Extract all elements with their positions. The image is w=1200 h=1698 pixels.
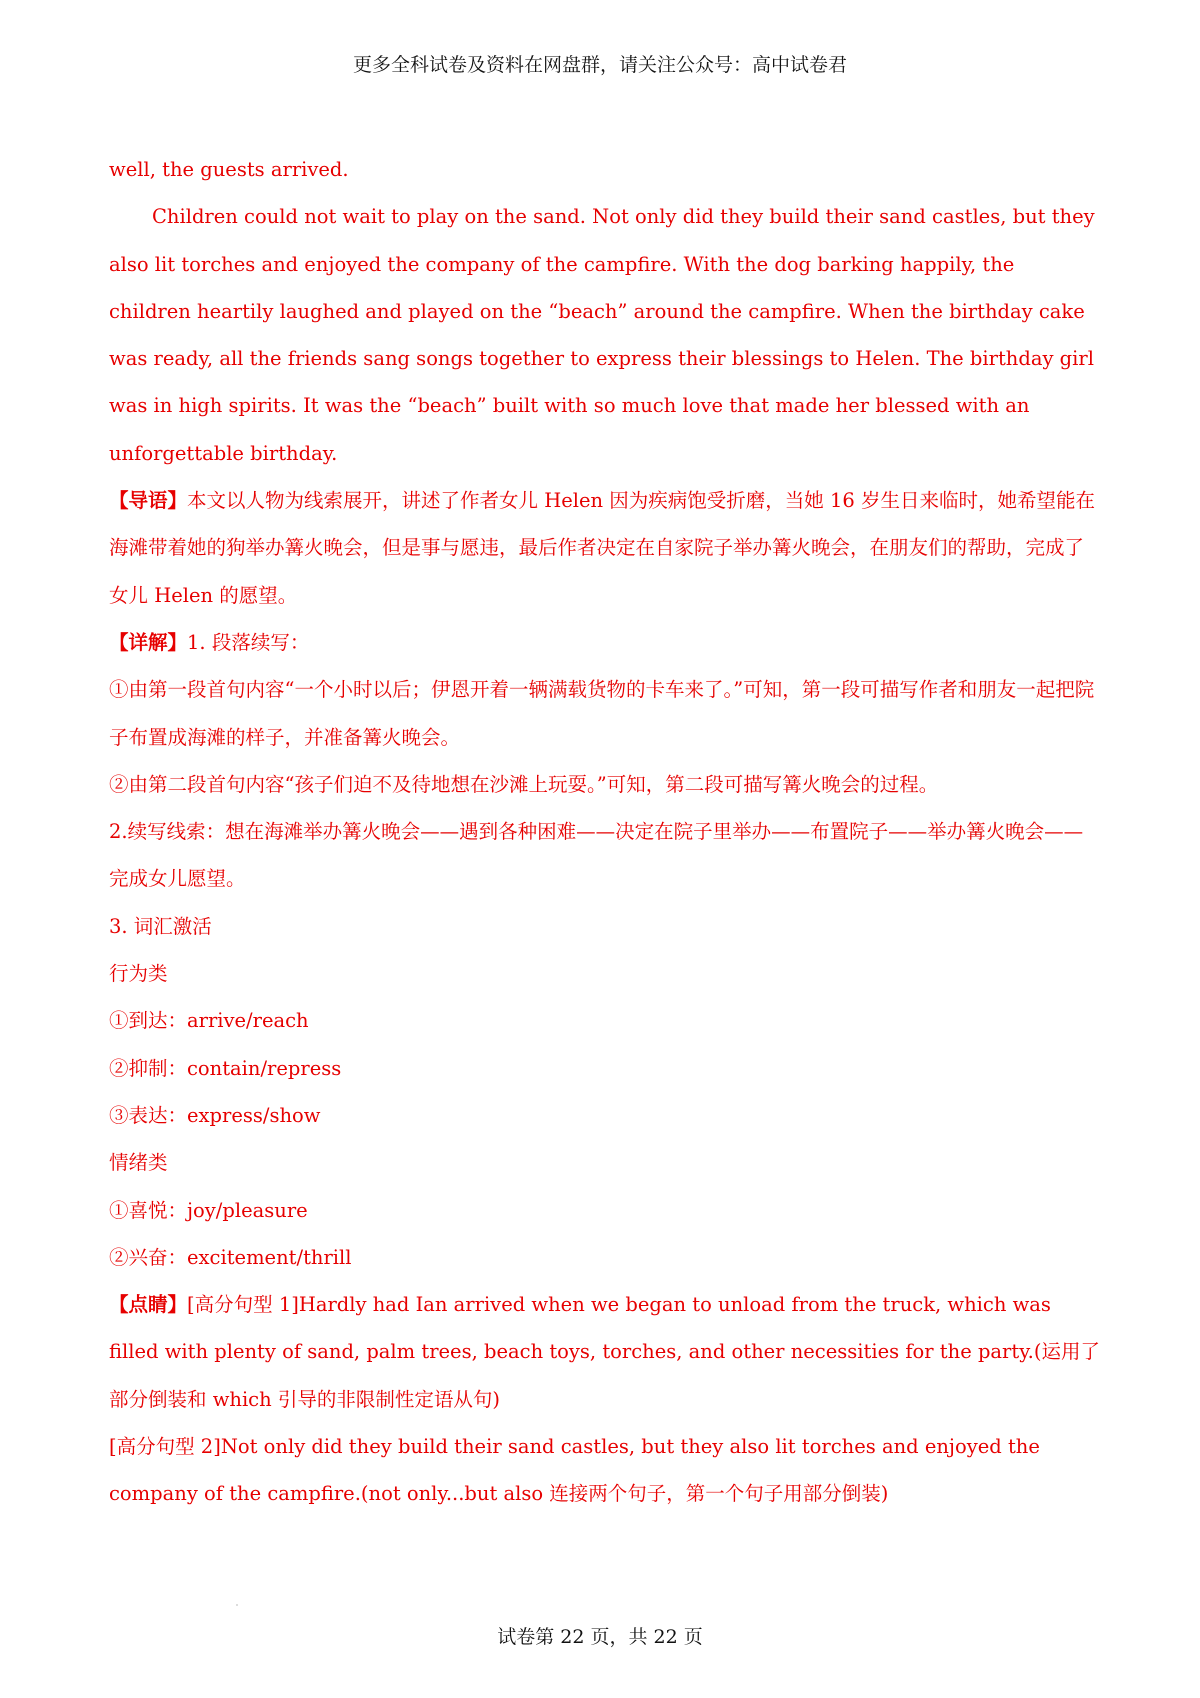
page-footer: 试卷第 22 页，共 22 页 xyxy=(497,1626,703,1648)
emotion-title: 情绪类 xyxy=(109,1151,168,1175)
highlight-section xyxy=(109,1281,1101,1423)
action-item-1: ①到达：arrive/reach xyxy=(109,1009,309,1033)
detail-label: 【详解】 xyxy=(109,630,188,654)
guide-label: 【导语】 xyxy=(109,489,188,513)
highlight-sentence-1: [高分句型 1]Hardly had Ian arrived when we began to unload from the truck, which was filled with plenty of sand, palm trees, beach toys, torches, and other necessities for the party.(运用了部分倒装和 which 引导的非限制性定语从句) xyxy=(109,1293,1100,1411)
detail-item-1: ①由第一段首句内容“一个小时以后；伊恩开着一辆满载货物的卡车来了。”可知，第一段可描写作者和朋友一起把院子布置成海滩的样子，并准备篝火晚会。 xyxy=(109,678,1095,749)
paragraph-two: Children could not wait to play on the sand. Not only did they build their sand castles, but they also lit torches and enjoyed the company of the campfire. With the dog barking happily, the children heartily laughed and played on the “beach” around the campfire. When the birthday cake was ready, all the friends sang songs together to express their blessings to Helen. The birthday girl was in high spirits. It was the “beach” built with so much love that made her blessed with an unforgettable birthday. xyxy=(109,205,1095,465)
vocab-title: 3. 词汇激活 xyxy=(109,914,212,938)
guide-text: 本文以人物为线索展开，讲述了作者女儿 Helen 因为疾病饱受折磨，当她 16 岁生日来临时，她希望能在海滩带着她的狗举办篝火晚会，但是事与愿违，最后作者决定在自家院子举办篝火晚会，在朋友们的帮助，完成了女儿 Helen 的愿望。 xyxy=(109,489,1096,607)
stray-mark xyxy=(236,1604,238,1606)
highlight-sentence-2: [高分句型 2]Not only did they build their sand castles, but they also lit torches and enjoyed the company of the campfire.(not only...but also 连接两个句子，第一个句子用部分倒装) xyxy=(109,1435,1040,1506)
detail-section xyxy=(109,619,1101,666)
highlight-label: 【点睛】 xyxy=(109,1293,188,1317)
detail-item-2: ②由第二段首句内容“孩子们迫不及待地想在沙滩上玩耍。”可知，第二段可描写篝火晚会的过程。 xyxy=(109,772,939,796)
detail-text: 1. 段落续写： xyxy=(187,630,310,654)
page-header: 更多全科试卷及资料在网盘群，请关注公众号：高中试卷君 xyxy=(352,54,847,76)
paragraph-continuation: well, the guests arrived. xyxy=(109,158,349,181)
writing-clue: 2.续写线索：想在海滩举办篝火晚会——遇到各种困难——决定在院子里举办——布置院子——举办篝火晚会——完成女儿愿望。 xyxy=(109,820,1084,891)
emotion-item-2: ②兴奋：excitement/thrill xyxy=(109,1245,352,1269)
action-title: 行为类 xyxy=(109,962,168,986)
emotion-item-1: ①喜悦：joy/pleasure xyxy=(109,1198,308,1222)
action-item-3: ③表达：express/show xyxy=(109,1103,321,1127)
answer-content xyxy=(109,146,1101,1518)
action-item-2: ②抑制：contain/repress xyxy=(109,1056,342,1080)
guide-section xyxy=(109,477,1101,619)
